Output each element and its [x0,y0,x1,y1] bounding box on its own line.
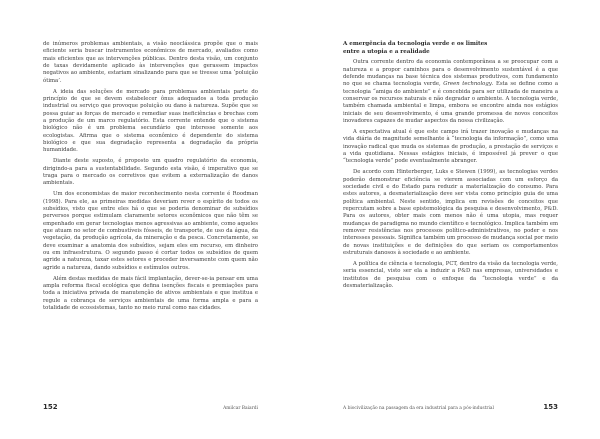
running-head: A biocivilização na passagem da era industrial para a pós-industrial [343,406,494,411]
italic-term: Green technology [443,81,492,88]
right-page-footer [343,403,558,411]
paragraph: De acordo com Hinterberger, Luks e Stewen (1999), as tecnologias verdes poderão demonstrar eficiência se vierem associadas com um esforço da sociedade civil e do Estado para reduzir a materialização do consumo. Para estes autores, a desmaterialização deve ser vista como princípio guia de uma política ambiental. Neste sentido, implica em revisões de conceitos que repercutam sobre a base epistemológica da pesquisa e desenvolvimento, P&D. Para os autores, obter mais com menos não é uma utopia, mas requer mudanças de paradigma no mundo científico e tecnológico. Implica também em remover resistências nos processos político-administrativos, no poder e nos interesses pessoais. Significa também um processo de mudança social por meio de novas instituições e de definições do que seriam os comportamentos estruturais danosos à sociedade e ao ambiente. [343,169,558,256]
paragraph: de inúmeros problemas ambientais, a visão neoclássica propõe que o mais eficiente seria buscar instrumentos econômicos de mercado, avaliados como mais eficientes que as intervenções públicas. Dentro desta visão, um conjunto de taxas devidamente aplicado às intervenções que gerassem impactos negativos ao ambiente, estariam sinalizando para que se tivesse uma ‘poluição ótima’. [43,41,258,84]
section-heading-line-1: A emergência da tecnologia verde e os limites [343,41,488,47]
section-heading-line-2: entre a utopia e a realidade [343,48,430,55]
page-number: 152 [43,403,58,411]
paragraph: A expectativa atual é que este campo irá trazer inovação e mudanças na vida diária de magnitude semelhante à “tecnologia da informação”, como uma inovação radical que muda os sistemas de produção, a prestação de serviços e a vida quotidiana. Nessas estágios iniciais, é impossível já prever o que “tecnologia verde” pode eventualmente abranger. [343,128,558,165]
paragraph: A política de ciência e tecnologia, PCT, dentro da visão da tecnologia verde, seria essencial, visto ser ela a induzir a P&D nas empresas, universidades e institutos de pesquisa com o enfoque da “tecnologia verde” e da desmaterialização. [343,260,558,289]
paragraph-text: . Esta se define como a tecnologia “amiga do ambiente” e é concebida para ser utilizada de maneira a conservar os recursos naturais e não degradar o ambiente. A tecnologia verde, também chamada ambiental e limpa, embora se encontre ainda nos estágios iniciais de seu desenvolvimento, é uma grande promessa de novos conceitos inovadores capazes de mudar aspectos da nossa civilização. [343,81,558,124]
paragraph: Além destas medidas de mais fácil implantação, dever-se-ia pensar em uma ampla reforma fiscal ecológica que defina isenções fiscais e premiações para toda a iniciativa privada de manutenção de ativos ambientais e que institua e regule a cobrança de serviços ambientais de uma forma ampla e para a totalidade de ecossistemas, tanto no meio rural como nas cidades. [43,275,258,312]
right-page-body [343,41,558,294]
paragraph: Diante deste suposto, é proposto um quadro regulatório da economia, dirigindo-a para a sustentabilidade. Segundo esta visão, é imperativo que se traga para o mercado os corretivos que evitem a externalização de danos ambientais. [43,158,258,187]
paragraph: Um dos economistas de maior reconhecimento nesta corrente é Roodman (1998). Para ele, as primeiras medidas deveriam rever o espírito de todos os subsídios, visto que entre eles há o que se poderia denominar de subsídios perversos porque estimulam claramente setores econômicos que não têm se empenhado em gerar tecnologias menos agressivas ao ambiente, como aqueles que atuam no setor de combustíveis fósseis, de transporte, de uso da água, da vegetação, da produção agrícola, da mineração e da pesca. Concretamente, se deve examinar a anatomia dos subsídios, sejam eles em recurso, em dinheiro ou em infraestrutura. O segundo passo é cortar todos os subsídios de quem agride a natureza, taxar estes setores e proceder inversamente com quem não agride a natureza, dando subsídios e estímulos outros. [43,191,258,271]
paragraph: A ideia das soluções de mercado para problemas ambientais parte do princípio de que se devem estabelecer ônus adequados a toda produção industrial ou serviço que provoque poluição ou dano à natureza. Supõe que se possa guiar as forças de mercado e remediar suas ineficiências e brechas com a produção de um marco regulatório. Esta corrente entende que o sistema biológico não é um problema secundário que interesse somente aos ecologistas. Afirma que o sistema econômico é dependente do sistema biológico e que sua degradação representa a degradação da própria humanidade. [43,88,258,154]
page-number: 153 [543,403,558,411]
section-heading [343,41,558,56]
left-page-body [43,41,258,316]
paragraph-text: Outra corrente dentro da economia contemporânea a se preocupar com a natureza e a propor caminhos para o desenvolvimento sustentável é a que defende mudanças na base técnica dos sistemas produtivos, com fundamento no que se chama tecnologia verde, [343,59,558,88]
right-page [300,0,600,439]
running-head: Amilcar Baiardi [223,406,258,411]
left-page-footer [43,403,258,411]
paragraph [343,59,558,125]
